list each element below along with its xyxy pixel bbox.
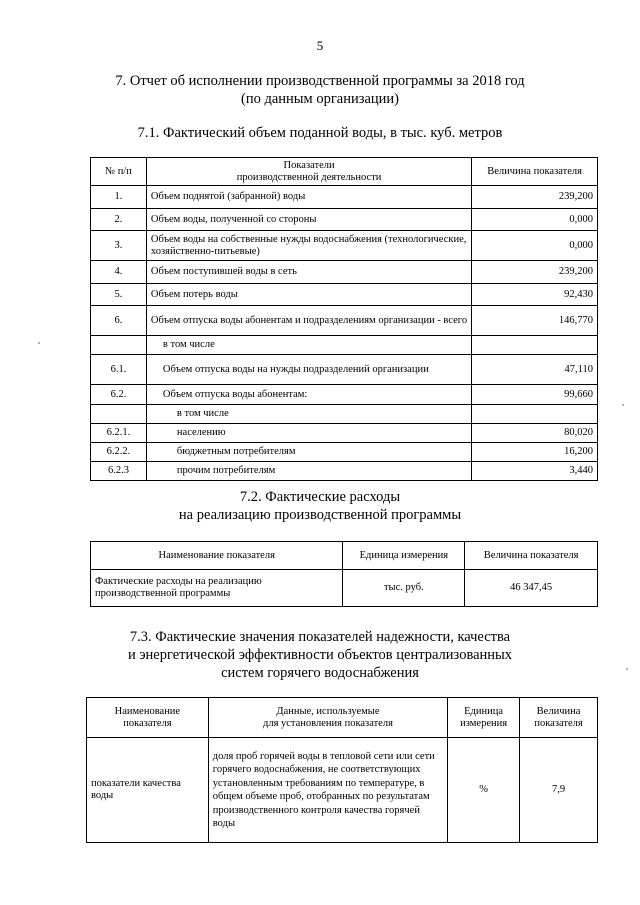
table3-header-unit xyxy=(448,698,520,738)
table-row xyxy=(91,355,598,385)
table3-header-name xyxy=(87,698,209,738)
table-row xyxy=(91,261,598,284)
water-volume-table xyxy=(90,157,598,481)
table3-header-value-line2: показателя xyxy=(534,717,583,729)
table2-header-value: Величина показателя xyxy=(465,542,598,570)
row-value xyxy=(472,405,598,424)
scan-speck xyxy=(626,668,628,670)
table1-header-row xyxy=(91,158,598,186)
row-name: бюджетным потребителям xyxy=(146,443,471,462)
row-number: 3. xyxy=(91,231,147,261)
section2-title xyxy=(0,488,640,524)
table-row xyxy=(91,405,598,424)
quality-table xyxy=(86,697,598,843)
table-row xyxy=(91,306,598,336)
section3-title-line3: систем горячего водоснабжения xyxy=(221,665,419,681)
section3-title xyxy=(0,628,640,682)
section2-title-line2: на реализацию производственной программы xyxy=(178,507,462,523)
row-value: 80,020 xyxy=(472,424,598,443)
table-row xyxy=(91,186,598,209)
row-value: 3,440 xyxy=(472,462,598,481)
table3-header-data-line2: для установления показателя xyxy=(262,717,393,729)
expense-value: 46 347,45 xyxy=(465,570,598,607)
table-row xyxy=(91,424,598,443)
table1-header-value: Величина показателя xyxy=(472,158,598,186)
row-value: 0,000 xyxy=(472,209,598,231)
table-row xyxy=(91,209,598,231)
row-number xyxy=(91,336,147,355)
table3-header-data xyxy=(208,698,447,738)
row-name: Объем поступившей воды в сеть xyxy=(146,261,471,284)
table1-header-name-line1: Показатели xyxy=(283,159,335,171)
table3-header-row xyxy=(87,698,598,738)
row-number: 6.2.3 xyxy=(91,462,147,481)
row-value: 239,200 xyxy=(472,261,598,284)
table3-header-data-line1: Данные, используемые xyxy=(276,705,380,717)
table2-header-name: Наименование показателя xyxy=(91,542,343,570)
table-row xyxy=(91,385,598,405)
expenses-table xyxy=(90,541,598,607)
row-name: Объем воды на собственные нужды водоснабжения (технологические, хозяйственно-питьевые) xyxy=(146,231,471,261)
row-number: 1. xyxy=(91,186,147,209)
section3-title-line1: 7.3. Фактические значения показателей надежности, качества xyxy=(129,629,511,645)
quality-indicator-data: доля проб горячей воды в тепловой сети или сети горячего водоснабжения, не соответствующих установленным требованиям по температуре, в общем объеме проб, отобранных по результатам производственного контроля качества горячей воды xyxy=(208,738,447,843)
row-number: 4. xyxy=(91,261,147,284)
page-number: 5 xyxy=(316,38,324,53)
table-row xyxy=(91,443,598,462)
scan-speck xyxy=(622,404,624,406)
row-value: 0,000 xyxy=(472,231,598,261)
row-name: Объем отпуска воды абонентам: xyxy=(146,385,471,405)
table-row xyxy=(87,738,598,843)
row-name: Объем поднятой (забранной) воды xyxy=(146,186,471,209)
row-value: 92,430 xyxy=(472,284,598,306)
table3-header-name-line2: показателя xyxy=(123,717,172,729)
row-number xyxy=(91,405,147,424)
expense-name: Фактические расходы на реализацию производственной программы xyxy=(91,570,343,607)
table3-header-unit-line2: измерения xyxy=(460,717,508,729)
row-name: населению xyxy=(146,424,471,443)
row-name: в том числе xyxy=(146,405,471,424)
row-value: 99,660 xyxy=(472,385,598,405)
row-name: Объем воды, полученной со стороны xyxy=(146,209,471,231)
table-row xyxy=(91,336,598,355)
report-title-line1: 7. Отчет об исполнении производственной программы за 2018 год xyxy=(115,73,525,89)
row-value: 47,110 xyxy=(472,355,598,385)
quality-indicator-value: 7,9 xyxy=(520,738,598,843)
report-title xyxy=(0,72,640,108)
row-name: прочим потребителям xyxy=(146,462,471,481)
section2-title-line1: 7.2. Фактические расходы xyxy=(239,489,401,505)
table-row xyxy=(91,462,598,481)
row-name: Объем отпуска воды абонентам и подразделениям организации - всего xyxy=(146,306,471,336)
quality-indicator-unit: % xyxy=(448,738,520,843)
table1-header-num: № п/п xyxy=(91,158,147,186)
row-number: 6.2.2. xyxy=(91,443,147,462)
table3-header-value-line1: Величина xyxy=(536,705,581,717)
row-name: в том числе xyxy=(146,336,471,355)
scan-speck xyxy=(38,342,40,344)
row-name: Объем отпуска воды на нужды подразделений организации xyxy=(146,355,471,385)
row-value: 239,200 xyxy=(472,186,598,209)
table-row xyxy=(91,570,598,607)
expense-unit: тыс. руб. xyxy=(343,570,465,607)
section1-title: 7.1. Фактический объем поданной воды, в тыс. куб. метров xyxy=(137,125,503,141)
row-name: Объем потерь воды xyxy=(146,284,471,306)
table1-header-name xyxy=(146,158,471,186)
table2-header-unit: Единица измерения xyxy=(343,542,465,570)
row-number: 6.2.1. xyxy=(91,424,147,443)
quality-indicator-name: показатели качества воды xyxy=(87,738,209,843)
row-value: 146,770 xyxy=(472,306,598,336)
table-row xyxy=(91,284,598,306)
table3-header-name-line1: Наименование xyxy=(114,705,181,717)
row-value: 16,200 xyxy=(472,443,598,462)
row-number: 5. xyxy=(91,284,147,306)
row-value xyxy=(472,336,598,355)
table3-header-value xyxy=(520,698,598,738)
row-number: 6.2. xyxy=(91,385,147,405)
section3-title-line2: и энергетической эффективности объектов централизованных xyxy=(127,647,513,663)
table3-header-unit-line1: Единица xyxy=(464,705,504,717)
row-number: 6.1. xyxy=(91,355,147,385)
table1-header-name-line2: производственной деятельности xyxy=(236,171,382,183)
row-number: 2. xyxy=(91,209,147,231)
report-title-line2: (по данным организации) xyxy=(240,91,399,107)
row-number: 6. xyxy=(91,306,147,336)
table2-header-row xyxy=(91,542,598,570)
table-row xyxy=(91,231,598,261)
